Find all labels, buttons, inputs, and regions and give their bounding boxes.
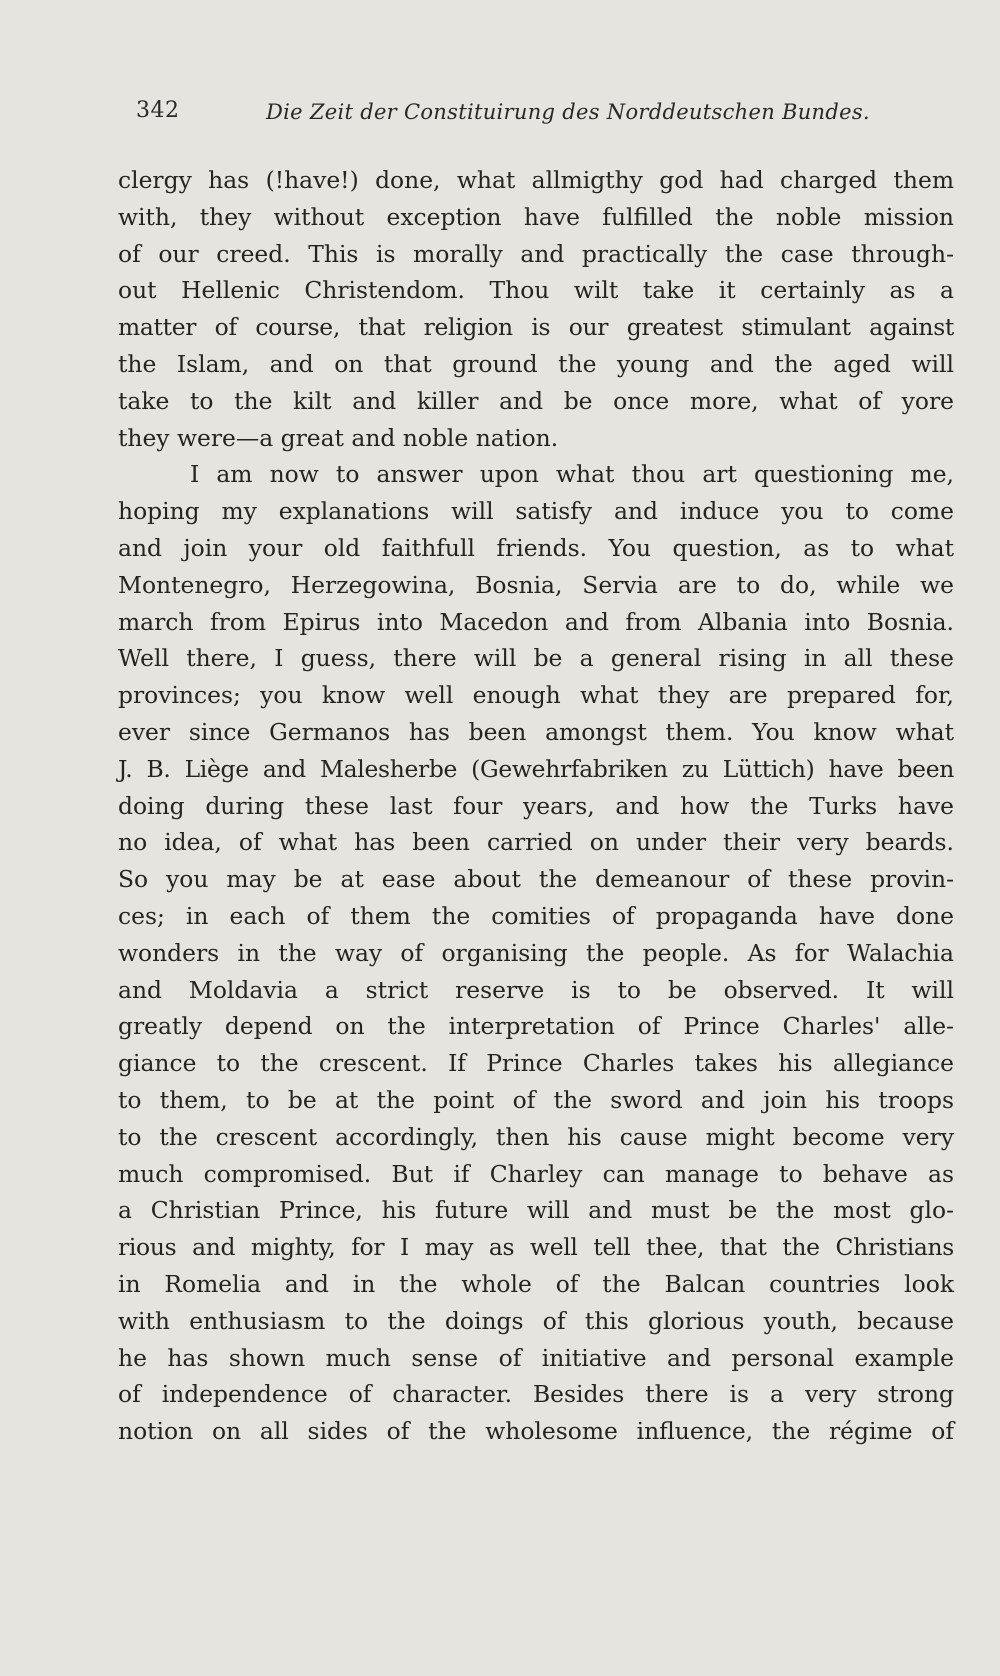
text-line: a Christian Prince, his future will and must be the most glo- [118,1196,954,1225]
text-line: provinces; you know well enough what they are prepared for, [118,681,954,710]
text-line: wonders in the way of organising the people. As for Walachia [118,938,954,967]
body-text [118,162,954,1450]
text-line: the Islam, and on that ground the young and the aged will [118,349,954,378]
paragraph-1 [118,162,954,456]
text-line: doing during these last four years, and how the Turks have [118,791,954,820]
text-line: hoping my explanations will satisfy and induce you to come [118,497,954,526]
paragraph-2 [118,456,954,1450]
text-line: in Romelia and in the whole of the Balcan countries look [118,1269,954,1298]
text-line: I am now to answer upon what thou art questioning me, [190,460,954,489]
text-line: greatly depend on the interpretation of Prince Charles' alle- [118,1012,954,1041]
text-line: of independence of character. Besides there is a very strong [118,1380,954,1409]
text-line: So you may be at ease about the demeanour of these provin- [118,865,954,894]
text-line: ever since Germanos has been amongst them. You know what [118,717,954,746]
text-line: and Moldavia a strict reserve is to be observed. It will [118,975,954,1004]
text-line: of our creed. This is morally and practically the case through- [118,239,954,268]
text-line: to the crescent accordingly, then his cause might become very [118,1122,954,1151]
text-line: and join your old faithfull friends. You question, as to what [118,533,954,562]
text-line: out Hellenic Christendom. Thou wilt take it certainly as a [118,276,954,305]
page-number: 342 [136,98,180,123]
text-line: rious and mighty, for I may as well tell thee, that the Christians [118,1233,954,1262]
text-line: much compromised. But if Charley can manage to behave as [118,1159,954,1188]
text-line: no idea, of what has been carried on under their very beards. [118,828,954,857]
text-line: Montenegro, Herzegowina, Bosnia, Servia are to do, while we [118,570,954,599]
text-line: matter of course, that religion is our greatest stimulant against [118,313,954,342]
text-line: with, they without exception have fulfilled the noble mission [118,202,954,231]
text-line: ces; in each of them the comities of propaganda have done [118,901,954,930]
running-title: Die Zeit der Constituirung des Norddeutschen Bundes. [266,100,870,124]
page-header [136,98,876,138]
text-line: he has shown much sense of initiative and personal example [118,1343,954,1372]
text-line: Well there, I guess, there will be a general rising in all these [118,644,954,673]
text-line: giance to the crescent. If Prince Charles takes his allegiance [118,1049,954,1078]
text-line: march from Epirus into Macedon and from Albania into Bosnia. [118,607,954,636]
text-line: with enthusiasm to the doings of this glorious youth, because [118,1306,954,1335]
text-line: notion on all sides of the wholesome influence, the régime of [118,1417,954,1446]
text-line: J. B. Liège and Malesherbe (Gewehrfabriken zu Lüttich) have been [118,754,954,783]
text-line: take to the kilt and killer and be once more, what of yore [118,386,954,415]
text-line: they were—a great and noble nation. [118,423,559,452]
text-line: to them, to be at the point of the sword and join his troops [118,1085,954,1114]
text-line: clergy has (!have!) done, what allmigthy god had charged them [118,166,954,194]
